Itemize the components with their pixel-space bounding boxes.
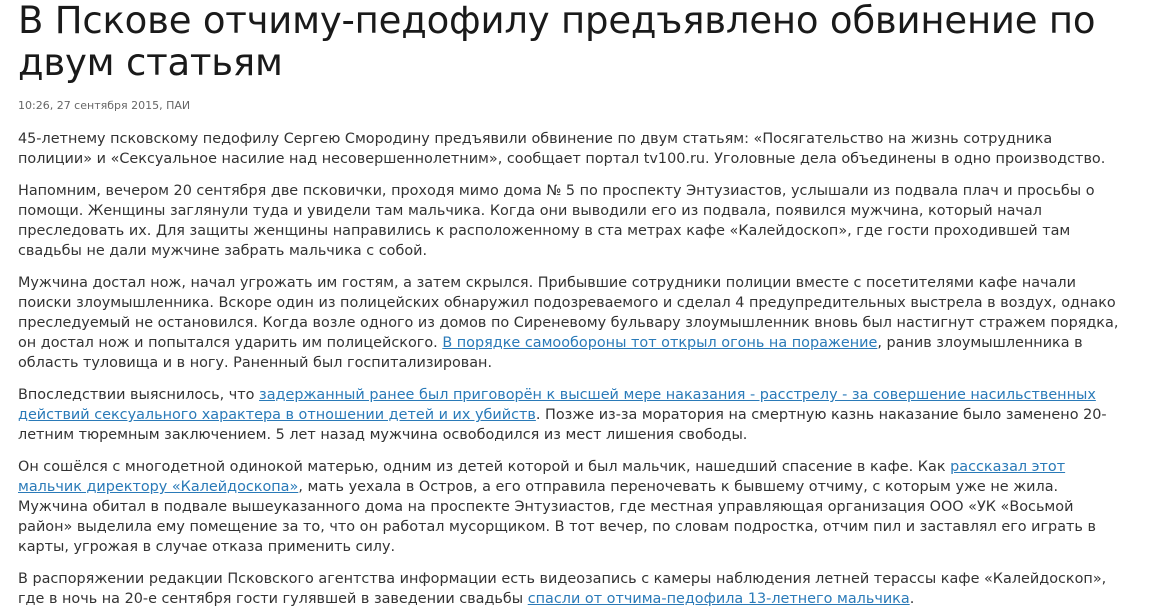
- paragraph-1: 45-летнему псковскому педофилу Сергею Смородину предъявили обвинение по двум статьям: «Посягательство на жизнь сотрудника полиции» и «Сексуальное насилие над несовершеннолетним», сообщает портал tv100.ru. Уголовные дела объединены в одно производство.: [18, 131, 1106, 167]
- paragraph-6: [18, 569, 1123, 609]
- paragraph-3-text-start: Мужчина достал нож, начал угрожать им гостям, а затем скрылся. Прибывшие сотрудники полиции вместе с посетителями кафе начали поиски злоумышленника. Вскоре один из полицейских обнаружил подозреваемого и сделал 4 предупредительных выстрела в воздух, однако преследуемый не остановился. Когда возле одного из домов по Сиреневому бульвару злоумышленник вновь был настигнут стражем порядка, он достал нож и попытался ударить им полицейского.: [18, 275, 1119, 351]
- paragraph-5: [18, 457, 1123, 557]
- article-meta: 10:26, 27 сентября 2015, ПАИ: [18, 99, 191, 112]
- paragraph-5-text-end: , мать уехала в Остров, а его отправила переночевать к бывшему отчиму, с которым уже не жила. Мужчина обитал в подвале вышеуказанного дома на проспекте Энтузиастов, где местная управляющая организация ООО «УК «Восьмой район» выделила ему помещение за то, что он работал мусорщиком. В тот вечер, по словам подростка, отчим пил и заставлял его играть в карты, угрожая в случае отказа применить силу.: [18, 479, 1096, 555]
- article-body: [18, 129, 1128, 609]
- self-defense-link[interactable]: В порядке самообороны тот открыл огонь на поражение: [442, 335, 878, 351]
- boy-story-link[interactable]: рассказал этот мальчик директору «Калейдоскопа»: [18, 459, 1066, 495]
- paragraph-4-text-start: Впоследствии выяснилось, что: [18, 387, 260, 403]
- paragraph-4: [18, 385, 1123, 445]
- article-title: В Пскове отчиму-педофилу предъявлено обвинение по двум статьям: [18, 0, 1096, 84]
- paragraph-3-text-end: , ранив злоумышленника в область туловища и в ногу. Раненный был госпитализирован.: [18, 335, 1083, 371]
- sentence-history-link[interactable]: задержанный ранее был приговорён к высшей мере наказания - расстрелу - за совершение насильственных действий сексуального характера в отношении детей и их убийств: [18, 387, 1096, 423]
- paragraph-6-text-end: .: [909, 591, 915, 607]
- paragraph-5-text-start: Он сошёлся с многодетной одинокой матерью, одним из детей которой и был мальчик, нашедший спасение в кафе. Как: [18, 459, 951, 475]
- paragraph-6-text-start: В распоряжении редакции Псковского агентства информации есть видеозапись с камеры наблюдения летней терассы кафе «Калейдоскоп», где в ночь на 20-е сентября гости гулявшей в заведении свадьбы: [18, 571, 1107, 607]
- rescue-link[interactable]: спасли от отчима-педофила 13-летнего мальчика: [527, 591, 910, 607]
- paragraph-4-text-end: . Позже из-за моратория на смертную казнь наказание было заменено 20-летним тюремным заключением. 5 лет назад мужчина освободился из мест лишения свободы.: [18, 407, 1107, 443]
- paragraph-2: Напомним, вечером 20 сентября две псковички, проходя мимо дома № 5 по проспекту Энтузиастов, услышали из подвала плач и просьбы о помощи. Женщины заглянули туда и увидели там мальчика. Когда они выводили его из подвала, появился мужчина, который начал преследовать их. Для защиты женщины направились к расположенному в ста метрах кафе «Калейдоскоп», где гости проходившей там свадьбы не дали мужчине забрать мальчика с собой.: [18, 183, 1095, 259]
- paragraph-3: [18, 273, 1123, 373]
